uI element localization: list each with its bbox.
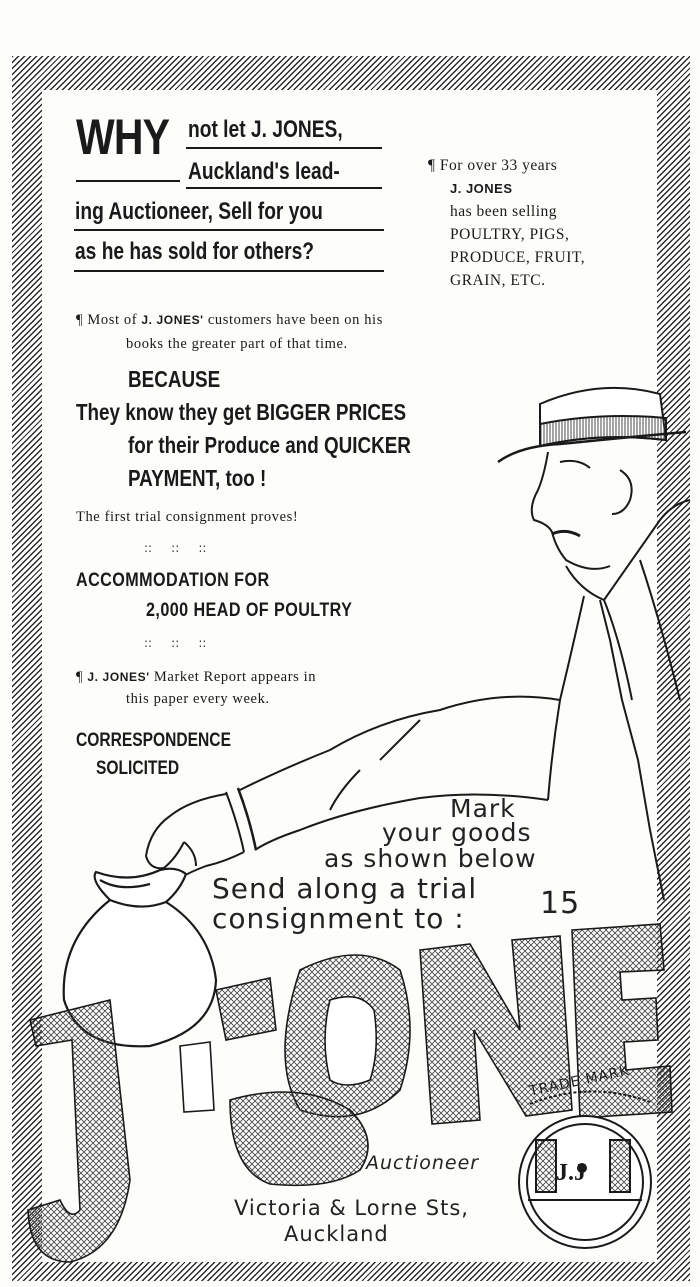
trial-text: The first trial consignment proves! xyxy=(76,509,299,525)
accommodation-line-2: 2,000 HEAD OF POULTRY xyxy=(146,600,353,621)
correspondence-line-1: CORRESPONDENCE xyxy=(76,730,231,751)
hand-mark: Mark xyxy=(450,794,516,823)
hand-your-goods: your goods xyxy=(382,818,532,847)
pilcrow-icon: ¶ xyxy=(76,669,84,685)
hand-address: Victoria & Lorne Sts, xyxy=(234,1196,469,1220)
because-line-1: They know they get BIGGER PRICES xyxy=(76,399,407,425)
headline-why: WHY xyxy=(76,109,170,165)
sidebar-name: J. JONES xyxy=(450,181,513,196)
pilcrow-icon: ¶ xyxy=(428,157,436,174)
customers-paragraph: ¶ Most of J. JONES' customers have been on his books the greater part of that time. xyxy=(76,312,383,352)
sidebar-line-3: POULTRY, PIGS, xyxy=(450,226,570,243)
because-line-2: for their Produce and QUICKER xyxy=(128,432,411,458)
market-paragraph: ¶ J. JONES' Market Report appears in this paper every week. xyxy=(76,669,317,707)
hand-as-shown: as shown below xyxy=(324,844,537,873)
pilcrow-icon: ¶ xyxy=(76,312,84,328)
accommodation-line-1: ACCOMMODATION FOR xyxy=(76,570,270,591)
trade-mark-monogram: J.J xyxy=(556,1160,586,1186)
sidebar-line-1: For over 33 years xyxy=(439,157,558,174)
sidebar-line-2: has been selling xyxy=(450,203,558,220)
because-line-3: PAYMENT, too ! xyxy=(128,465,267,491)
correspondence-line-2: SOLICITED xyxy=(96,758,180,779)
hand-consign: consignment to : xyxy=(212,902,465,935)
trial-dots: :: :: :: xyxy=(144,541,207,555)
headline-line-3: ing Auctioneer, Sell for you xyxy=(75,198,323,225)
trade-mark-label: TRADE MARK xyxy=(528,1062,632,1100)
headline-line-2: Auckland's lead- xyxy=(188,158,340,185)
headline-line-1: not let J. JONES, xyxy=(188,116,343,143)
hand-auctioneer: Auctioneer xyxy=(366,1152,480,1174)
because-heading: BECAUSE xyxy=(128,366,221,392)
hand-city: Auckland xyxy=(284,1222,389,1246)
hand-number: 15 xyxy=(540,886,581,921)
sidebar-line-4: PRODUCE, FRUIT, xyxy=(450,249,586,266)
headline-line-4: as he has sold for others? xyxy=(75,238,314,265)
hand-send: Send along a trial xyxy=(212,872,478,905)
hat-icon xyxy=(498,388,686,462)
sidebar-line-5: GRAIN, ETC. xyxy=(450,272,546,289)
accommodation-dots: :: :: :: xyxy=(144,636,207,650)
